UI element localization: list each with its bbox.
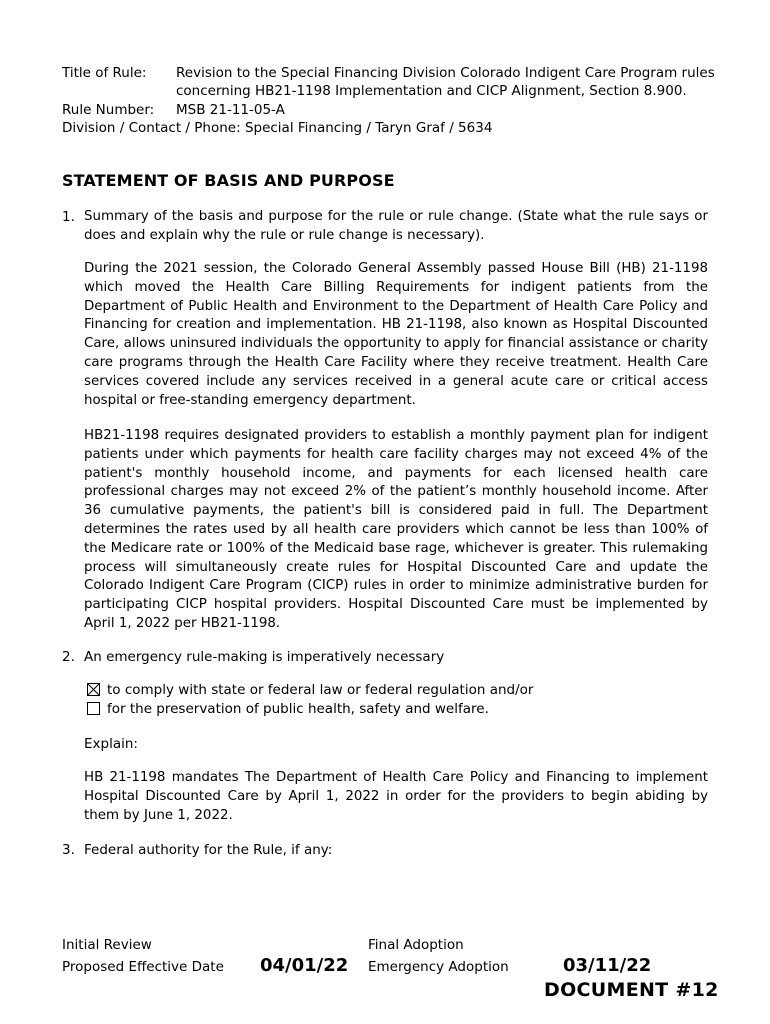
title-line-1: Revision to the Special Financing Division Colorado Indigent Care Program rules <box>176 65 715 81</box>
document-number: DOCUMENT #12 <box>544 979 719 1001</box>
item-1-paragraph-2: HB21-1198 requires designated providers to establish a monthly payment plan for indigent patients under which payments for health care facility charges may not exceed 4% of the patient's monthly household income, and payments for each licensed health care professional charges may not exceed 2% of the patient’s monthly household income. After 36 cumulative payments, the patient's bill is considered paid in full. The Department determines the rates used by all health care providers which cannot be less than 100% of the Medicare rate or 100% of the Medicaid base rage, whichever is greater. This rulemaking process will simultaneously create rules for Hospital Discounted Care and update the Colorado Indigent Care Program (CICP) rules in order to minimize administrative burden for participating CICP hospital providers. Hospital Discounted Care must be implemented by April 1, 2022 per HB21-1198. <box>84 428 708 631</box>
checkbox-1-label: to comply with state or federal law or federal regulation and/or <box>107 682 534 698</box>
division-value: Special Financing / Taryn Graf / 5634 <box>244 120 493 136</box>
section-heading: STATEMENT OF BASIS AND PURPOSE <box>62 171 395 190</box>
explain-label: Explain: <box>84 736 138 752</box>
checkbox-2-label: for the preservation of public health, safety and welfare. <box>107 701 489 717</box>
proposed-effective-date-value: 04/01/22 <box>260 955 349 976</box>
division-label: Division / Contact / Phone: <box>62 120 241 136</box>
explain-text: HB 21-1198 mandates The Department of Health Care Policy and Financing to implement Hospital Discounted Care by April 1, 2022 in order for the providers to begin abiding by them by June 1, 2022. <box>84 770 708 823</box>
rule-number-value: MSB 21-11-05-A <box>176 102 285 118</box>
item-1-paragraph-1: During the 2021 session, the Colorado General Assembly passed House Bill (HB) 21-1198 which moved the Health Care Billing Requirements for indigent patients from the Department of Public Health and Environment to the Department of Health Care Policy and Financing for creation and implementation. HB 21-1198, also known as Hospital Discounted Care, allows uninsured individuals the opportunity to apply for financial assistance or charity care programs through the Health Care Facility where they receive treatment. Health Care services covered include any services received in a general acute care or critical access hospital or free-standing emergency department. <box>84 261 708 408</box>
item-3-text: Federal authority for the Rule, if any: <box>84 842 333 858</box>
emergency-adoption-date-value: 03/11/22 <box>563 955 652 976</box>
title-label: Title of Rule: <box>62 65 147 81</box>
final-adoption-label: Final Adoption <box>368 937 464 953</box>
title-line-2: concerning HB21-1198 Implementation and CICP Alignment, Section 8.900. <box>176 83 687 99</box>
item-1-text: Summary of the basis and purpose for the rule or rule change. (State what the rule says or does and explain why the rule or rule change is necessary). <box>84 209 708 243</box>
rule-number-label: Rule Number: <box>62 102 155 118</box>
item-1-number: 1. <box>62 209 75 225</box>
item-2-number: 2. <box>62 649 75 665</box>
item-3-number: 3. <box>62 842 75 858</box>
division-contact-phone <box>62 119 492 137</box>
public-health-checkbox[interactable] <box>87 702 100 715</box>
emergency-adoption-label: Emergency Adoption <box>368 959 509 975</box>
law-compliance-checkbox[interactable] <box>87 683 100 696</box>
item-2-text: An emergency rule-making is imperatively necessary <box>84 649 445 665</box>
checkbox-x-icon <box>88 684 99 695</box>
proposed-effective-date-label: Proposed Effective Date <box>62 959 224 975</box>
initial-review-label: Initial Review <box>62 937 152 953</box>
